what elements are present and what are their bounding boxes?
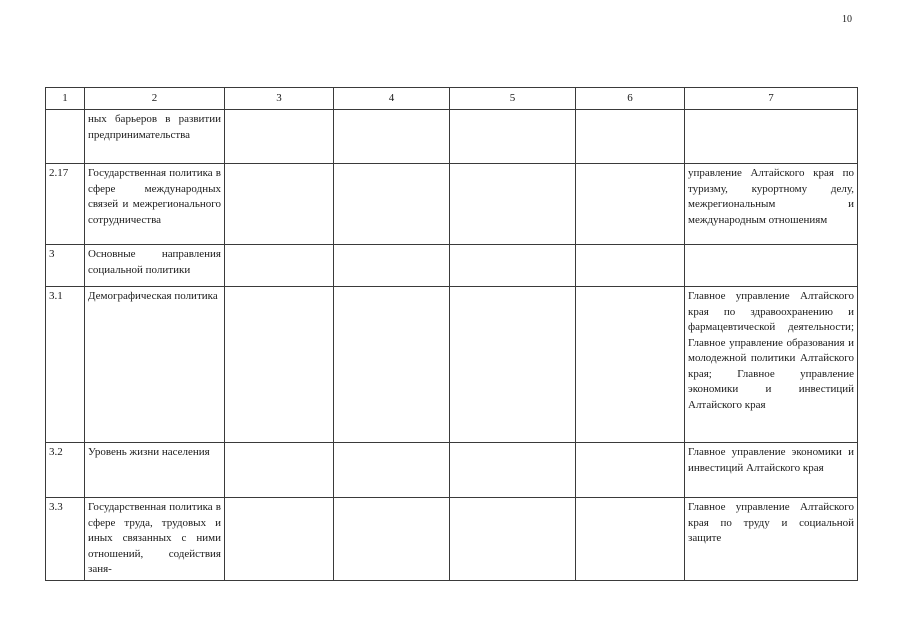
column-header-5: 5: [450, 88, 576, 110]
empty-cell: [450, 164, 576, 245]
document-table: [45, 87, 858, 581]
direction-cell: Государственная политика в сфере международных связей и межрегионального сотрудничества: [85, 164, 225, 245]
empty-cell: [576, 443, 685, 498]
direction-cell: Демографическая политика: [85, 287, 225, 443]
table-row: [46, 443, 858, 498]
table-row: [46, 164, 858, 245]
responsible-cell: [685, 110, 858, 164]
direction-cell: Уровень жизни населения: [85, 443, 225, 498]
direction-cell: Основные направления социальной политики: [85, 245, 225, 287]
empty-cell: [334, 164, 450, 245]
column-header-1: 1: [46, 88, 85, 110]
column-header-4: 4: [334, 88, 450, 110]
empty-cell: [225, 287, 334, 443]
direction-cell: ных барьеров в развитии предпринимательства: [85, 110, 225, 164]
row-number-cell: [46, 110, 85, 164]
responsible-cell: Главное управление экономики и инвестиций Алтайского края: [685, 443, 858, 498]
empty-cell: [225, 164, 334, 245]
row-number-cell: 3.3: [46, 498, 85, 581]
empty-cell: [334, 245, 450, 287]
responsible-cell: Главное управление Алтайского края по здравоохранению и фармацевтической деятельности; Главное управление образования и молодежной политики Алтайского края; Главное управление экономики и инвестиций Алтайского края: [685, 287, 858, 443]
empty-cell: [334, 287, 450, 443]
empty-cell: [576, 498, 685, 581]
empty-cell: [334, 443, 450, 498]
column-header-7: 7: [685, 88, 858, 110]
table-row: [46, 245, 858, 287]
empty-cell: [225, 110, 334, 164]
empty-cell: [225, 498, 334, 581]
row-number-cell: 3.1: [46, 287, 85, 443]
empty-cell: [576, 287, 685, 443]
responsible-cell: Главное управление Алтайского края по труду и социальной защите: [685, 498, 858, 581]
empty-cell: [334, 110, 450, 164]
empty-cell: [576, 110, 685, 164]
direction-cell: Государственная политика в сфере труда, трудовых и иных связанных с ними отношений, содействия заня-: [85, 498, 225, 581]
empty-cell: [450, 110, 576, 164]
empty-cell: [450, 443, 576, 498]
column-header-3: 3: [225, 88, 334, 110]
responsible-cell: [685, 245, 858, 287]
column-header-6: 6: [576, 88, 685, 110]
row-number-cell: 2.17: [46, 164, 85, 245]
empty-cell: [334, 498, 450, 581]
page-number: 10: [842, 14, 852, 25]
row-number-cell: 3: [46, 245, 85, 287]
empty-cell: [576, 164, 685, 245]
empty-cell: [225, 443, 334, 498]
empty-cell: [450, 287, 576, 443]
empty-cell: [450, 245, 576, 287]
row-number-cell: 3.2: [46, 443, 85, 498]
column-header-2: 2: [85, 88, 225, 110]
table-row: [46, 287, 858, 443]
responsible-cell: управление Алтайского края по туризму, курортному делу, межрегиональным и международным отношениям: [685, 164, 858, 245]
table-header-row: [46, 88, 858, 110]
empty-cell: [225, 245, 334, 287]
empty-cell: [576, 245, 685, 287]
table-row: [46, 498, 858, 581]
table-row: [46, 110, 858, 164]
empty-cell: [450, 498, 576, 581]
